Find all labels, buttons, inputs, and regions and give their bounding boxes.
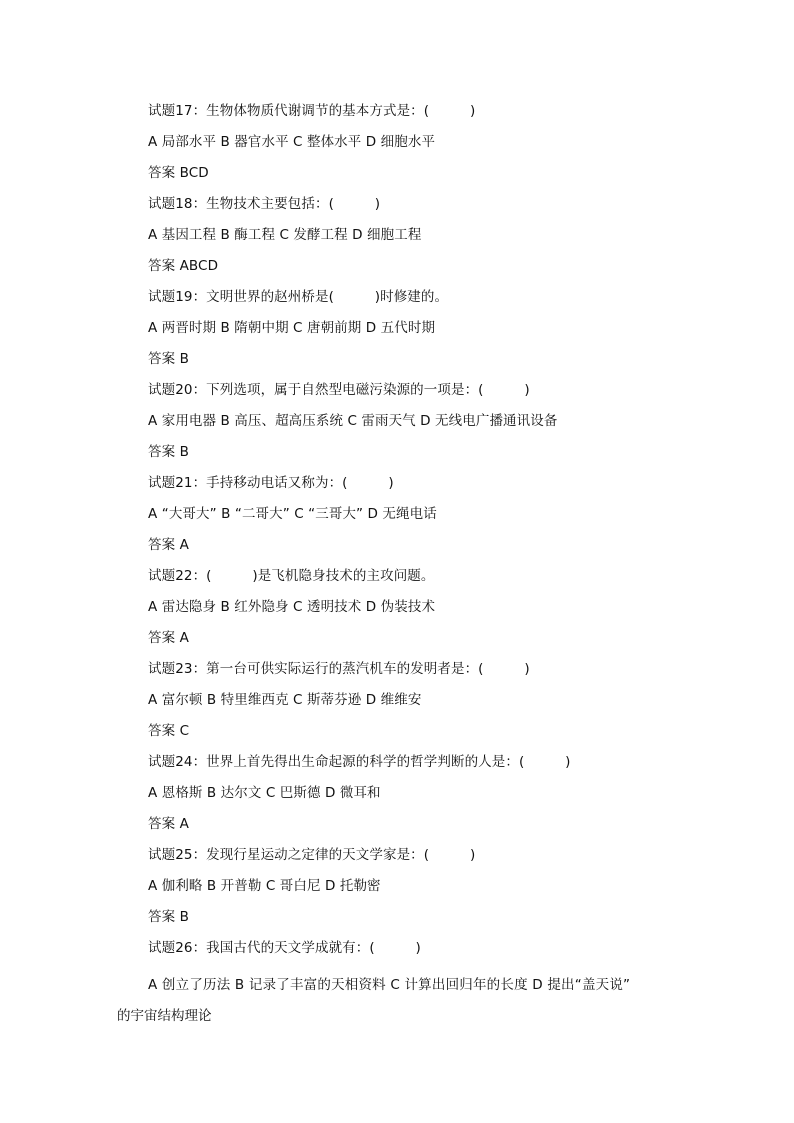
question-26-options-line-2: 的宇宙结构理论 [117,1008,212,1024]
question-23-title: 试题23：第一台可供实际运行的蒸汽机车的发明者是：( ) [148,661,530,677]
question-25-title: 试题25：发现行星运动之定律的天文学家是：( ) [148,847,476,863]
question-25-answer: 答案 B [148,909,189,925]
question-17-title: 试题17：生物体物质代谢调节的基本方式是：( ) [148,103,476,119]
question-26-options [117,976,708,1025]
question-21-options: A “大哥大” B “二哥大” C “三哥大” D 无绳电话 [148,506,437,522]
question-23-options: A 富尔顿 B 特里维西克 C 斯蒂芬逊 D 维维安 [148,692,422,708]
question-18-answer: 答案 ABCD [148,258,219,274]
question-17-options: A 局部水平 B 器官水平 C 整体水平 D 细胞水平 [148,134,436,150]
question-26-title: 试题26：我国古代的天文学成就有：( ) [148,940,421,956]
question-21-title: 试题21：手持移动电话又称为：( ) [148,475,394,491]
question-21-answer: 答案 A [148,537,189,553]
question-24-answer: 答案 A [148,816,189,832]
question-24-title: 试题24：世界上首先得出生命起源的科学的哲学判断的人是：( ) [148,754,571,770]
question-22-options: A 雷达隐身 B 红外隐身 C 透明技术 D 伪装技术 [148,599,436,615]
question-18-options: A 基因工程 B 酶工程 C 发酵工程 D 细胞工程 [148,227,422,243]
question-20-answer: 答案 B [148,444,189,460]
question-22-title: 试题22：( )是飞机隐身技术的主攻问题。 [148,568,435,584]
question-19-title: 试题19：文明世界的赵州桥是( )时修建的。 [148,289,449,305]
question-list [148,102,708,970]
question-26-options-line-1: A 创立了历法 B 记录了丰富的天相资料 C 计算出回归年的长度 D 提出“盖天说” [148,977,631,993]
question-22-answer: 答案 A [148,630,189,646]
question-17-answer: 答案 BCD [148,165,209,181]
question-18-title: 试题18：生物技术主要包括：( ) [148,196,381,212]
question-23-answer: 答案 C [148,723,190,739]
question-20-title: 试题20：下列选项，属于自然型电磁污染源的一项是：( ) [148,382,530,398]
question-24-options: A 恩格斯 B 达尔文 C 巴斯德 D 微耳和 [148,785,381,801]
question-19-options: A 两晋时期 B 隋朝中期 C 唐朝前期 D 五代时期 [148,320,436,336]
question-25-options: A 伽利略 B 开普勒 C 哥白尼 D 托勒密 [148,878,381,894]
question-19-answer: 答案 B [148,351,189,367]
question-20-options: A 家用电器 B 高压、超高压系统 C 雷雨天气 D 无线电广播通讯设备 [148,413,558,429]
